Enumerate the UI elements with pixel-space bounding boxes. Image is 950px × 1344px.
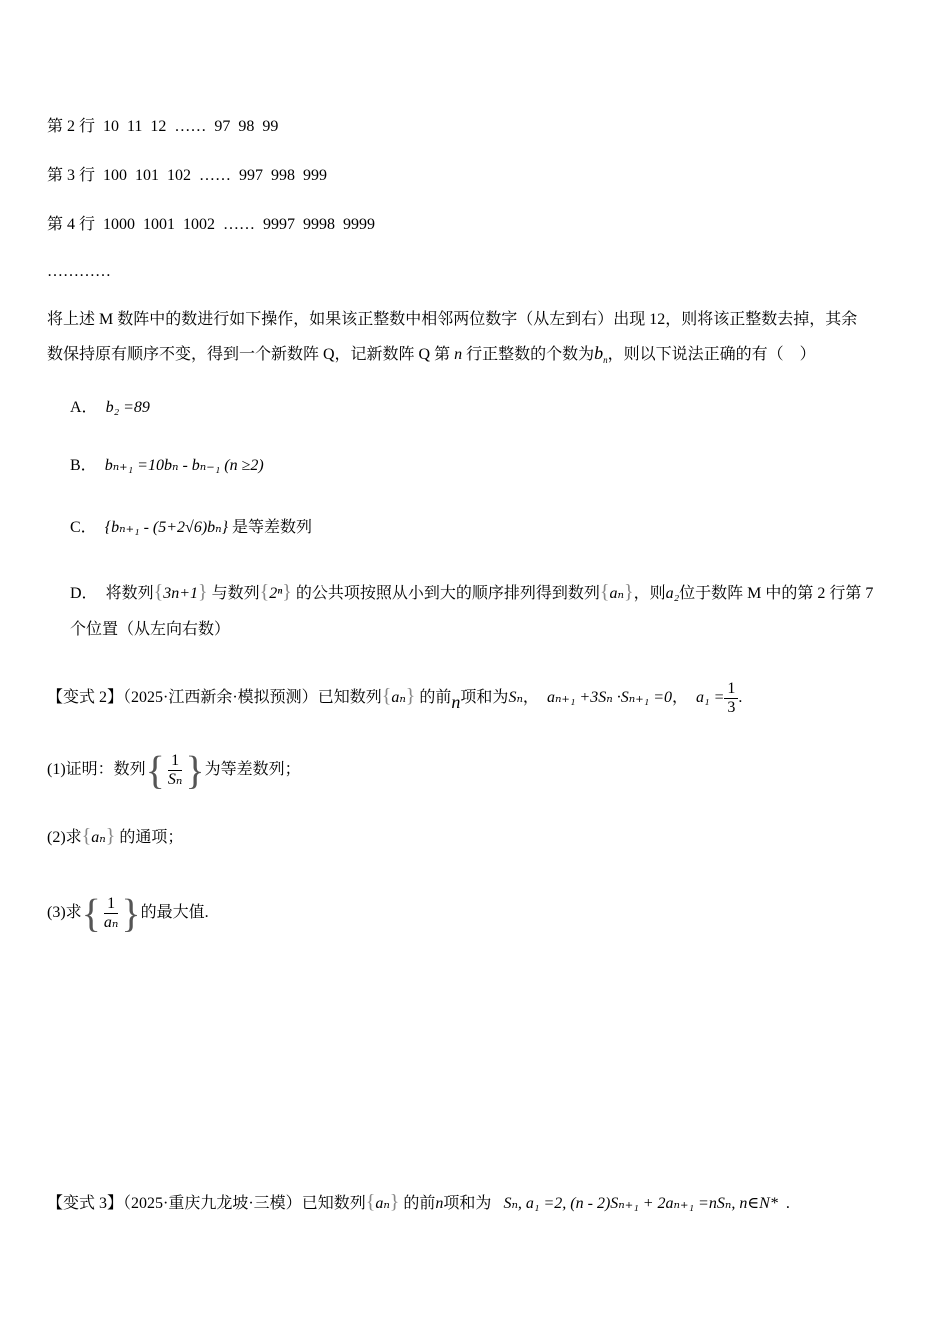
problem1-stem-line2: [47, 343, 816, 370]
seq-expr: aₙ: [91, 829, 106, 846]
numerator: 1: [724, 680, 738, 699]
row-values: 10 11 12 …… 97 98 99: [103, 118, 279, 135]
part-label: (2)求: [47, 829, 82, 846]
left-brace-icon: {: [365, 1191, 376, 1213]
row-label: 第 2 行: [47, 118, 96, 135]
problem2-part2: [47, 826, 183, 848]
right-brace-icon: }: [105, 825, 116, 847]
var-n: n: [435, 1195, 444, 1212]
right-brace-icon: }: [282, 581, 292, 603]
var-n: n: [454, 346, 463, 363]
option-math: b₂ =89: [105, 399, 150, 416]
end-punct: .: [785, 1195, 790, 1212]
option-label: A．: [70, 399, 98, 416]
option-label: D．: [70, 585, 98, 602]
option-label: B．: [70, 457, 97, 474]
seq-expr: aₙ: [391, 689, 406, 707]
right-brace-icon: }: [623, 581, 634, 603]
var-Sn: Sₙ: [508, 689, 523, 707]
part-text: 的最大值.: [140, 904, 209, 922]
option-d-line2: 个位置（从左向右数）: [70, 621, 231, 638]
option-b[interactable]: [70, 456, 264, 476]
problem-title: 【变式 2】: [47, 689, 124, 707]
part-text: 为等差数列；: [204, 761, 301, 779]
row-label: 第 3 行: [47, 167, 96, 184]
option-c[interactable]: [70, 518, 312, 538]
stem-text: 的前: [403, 1195, 436, 1212]
part-label: (1)证明：数列: [47, 761, 146, 779]
left-brace-icon: {: [81, 890, 101, 936]
matrix-ellipsis: …………: [47, 263, 111, 280]
var-b: b: [594, 343, 604, 363]
stem-text: 已知数列: [301, 1195, 366, 1212]
option-a[interactable]: [70, 398, 150, 418]
problem-title: 【变式 3】: [47, 1195, 124, 1212]
condition-expr: Sₙ, a₁ =2, (n - 2)Sₙ₊₁ + 2aₙ₊₁ =nSₙ, n∈N*: [503, 1195, 778, 1212]
problem3-stem: [47, 1192, 790, 1214]
part-text: 的通项；: [119, 829, 184, 846]
right-brace-icon: }: [197, 581, 208, 603]
option-text: 将数列: [105, 585, 154, 602]
problem-source: （2025·江西新余·模拟预测）: [123, 689, 318, 707]
left-brace-icon: {: [259, 581, 270, 603]
fraction: [165, 752, 185, 789]
option-text: ，则: [633, 585, 666, 602]
row-values: 100 101 102 …… 997 998 999: [103, 167, 328, 184]
matrix-row-3: [47, 166, 327, 186]
seq-expr: aₙ: [609, 585, 624, 602]
matrix-row-2: [47, 117, 278, 137]
stem-text: 已知数列: [317, 689, 382, 707]
option-text: 位于数阵 M 中的第 2 行第 7: [679, 585, 874, 602]
fraction: [101, 895, 121, 932]
problem-source: （2025·重庆九龙坡·三模）: [123, 1195, 302, 1212]
right-brace-icon: }: [389, 1191, 400, 1213]
left-brace-icon: {: [145, 747, 165, 793]
denominator: 3: [727, 699, 736, 716]
right-brace-icon: }: [405, 685, 416, 708]
left-brace-icon: {: [81, 825, 92, 847]
option-d[interactable]: [70, 582, 873, 604]
problem1-stem-line1: 将上述 M 数阵中的数进行如下操作，如果该正整数中相邻两位数字（从左到右）出现 12，则将该正整数去掉，其余: [47, 311, 858, 328]
stem-text: 项和为: [460, 689, 509, 707]
right-brace-icon: }: [121, 890, 141, 936]
stem-text: 数保持原有顺序不变，得到一个新数阵 Q，记新数阵 Q 第: [47, 346, 451, 363]
option-label: C．: [70, 519, 97, 536]
a1-expr: a₁ =: [696, 689, 725, 707]
var-n: n: [451, 692, 461, 713]
option-text: 与数列: [211, 585, 260, 602]
matrix-row-4: [47, 215, 375, 235]
seq-expr: 2ⁿ: [269, 585, 283, 602]
stem-text: ，则以下说法正确的有（ ）: [607, 346, 816, 363]
denominator: Sₙ: [167, 771, 183, 788]
problem2-part1: [47, 747, 301, 793]
numerator: 1: [104, 895, 118, 914]
option-math: {bₙ₊₁ - (5+2√6)bₙ}: [104, 519, 229, 536]
subscript-n: n: [603, 355, 608, 365]
left-brace-icon: {: [153, 581, 164, 603]
row-values: 1000 1001 1002 …… 9997 9998 9999: [103, 216, 376, 233]
stem-text: 的前: [419, 689, 452, 707]
stem-text: 行正整数的个数为: [466, 346, 595, 363]
seq-expr: 3n+1: [163, 585, 198, 602]
right-brace-icon: }: [185, 747, 205, 793]
fraction: [724, 680, 738, 717]
row-label: 第 4 行: [47, 216, 96, 233]
left-brace-icon: {: [381, 685, 392, 708]
part-label: (3)求: [47, 904, 82, 922]
seq-expr: a₂: [665, 585, 680, 602]
left-brace-icon: {: [599, 581, 610, 603]
denominator: aₙ: [103, 914, 119, 931]
option-math: bₙ₊₁ =10bₙ - bₙ₋₁ (n ≥2): [104, 457, 264, 474]
option-text: 的公共项按照从小到大的顺序排列得到数列: [295, 585, 600, 602]
seq-expr: aₙ: [375, 1195, 390, 1212]
problem2-stem: 【变式 2】（2025·江西新余·模拟预测）已知数列{aₙ} 的前n项和为Sₙ， aₙ₊₁ +3Sₙ ·Sₙ₊₁ =0， a₁ = $\frac{1}{3}$ .: [47, 680, 743, 716]
option-text: 是等差数列: [232, 519, 313, 536]
stem-text: 项和为: [443, 1195, 492, 1212]
condition-expr: aₙ₊₁ +3Sₙ ·Sₙ₊₁ =0: [546, 689, 672, 707]
problem2-part3: [47, 890, 209, 936]
numerator: 1: [168, 752, 182, 771]
